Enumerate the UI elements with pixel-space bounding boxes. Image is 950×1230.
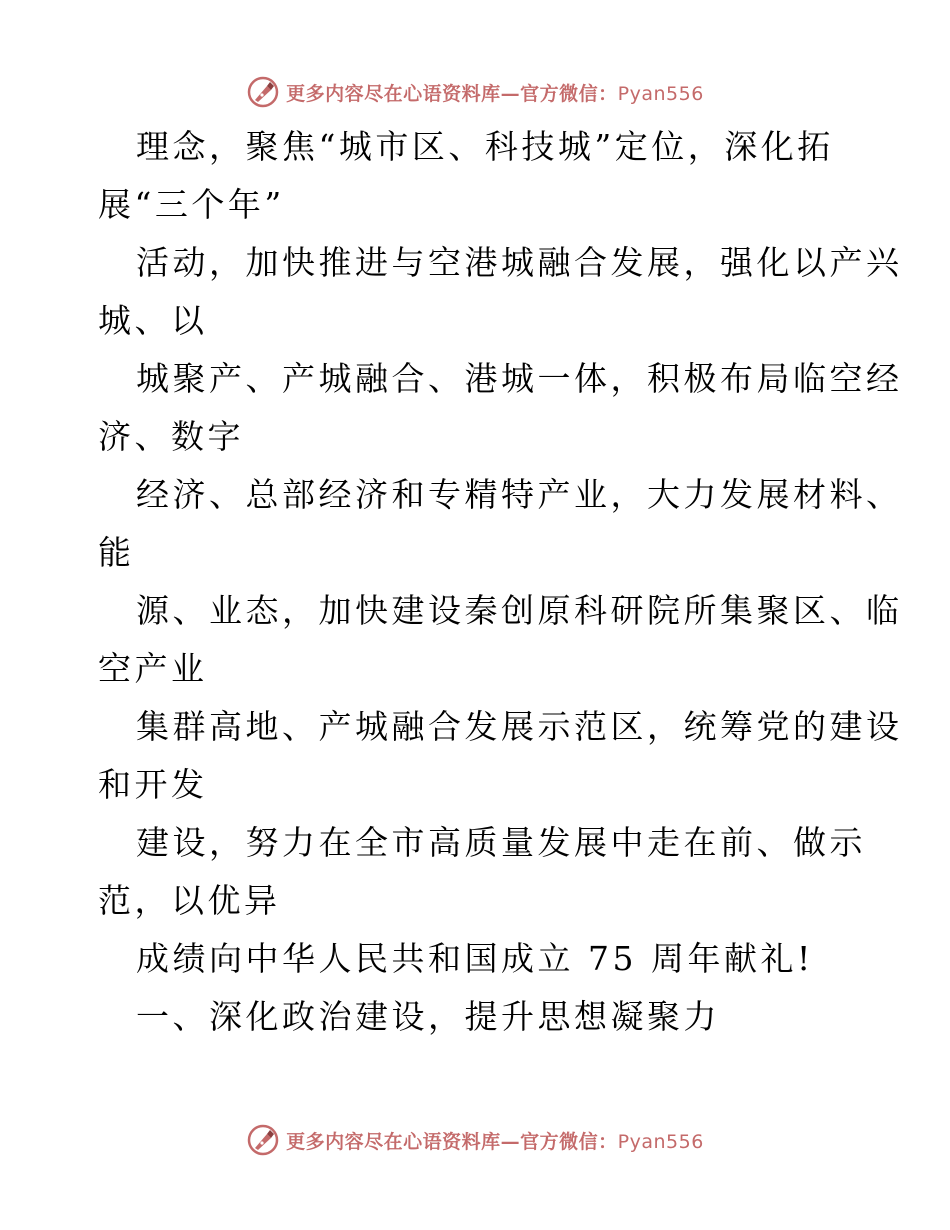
text-line: 城、以 — [98, 301, 208, 340]
header-banner-text — [286, 79, 704, 106]
text-line: 展“三个年” — [98, 185, 285, 224]
text-line: 源、业态，加快建设秦创原科研院所集聚区、临 — [136, 591, 903, 630]
footer-banner-text — [286, 1127, 704, 1154]
text-line: 经济、总部经济和专精特产业，大力发展材料、 — [136, 475, 903, 514]
text-line: 范，以优异 — [98, 881, 281, 920]
text-line: 和开发 — [98, 765, 208, 804]
text-line: 济、数字 — [98, 417, 244, 456]
text-line: 建设，努力在全市高质量发展中走在前、做示 — [136, 823, 866, 862]
pen-nib-logo-icon — [246, 1123, 280, 1157]
text-line: 理念，聚焦“城市区、科技城”定位，深化拓 — [136, 127, 834, 166]
footer-banner-main: 更多内容尽在心语资料库—官方微信： — [286, 1130, 618, 1153]
text-line: 能 — [98, 533, 135, 572]
pen-nib-logo-icon — [246, 75, 280, 109]
header-wechat-id: Pyan556 — [617, 82, 704, 105]
body-text — [98, 118, 903, 1046]
text-line: 活动，加快推进与空港城融合发展，强化以产兴 — [136, 243, 903, 282]
header-banner — [0, 72, 950, 112]
section-heading: 一、深化政治建设，提升思想凝聚力 — [136, 997, 720, 1036]
text-line: 集群高地、产城融合发展示范区，统筹党的建设 — [136, 707, 903, 746]
text-line: 成绩向中华人民共和国成立 75 周年献礼! — [136, 939, 814, 978]
header-banner-main: 更多内容尽在心语资料库—官方微信： — [286, 82, 618, 105]
footer-wechat-id: Pyan556 — [617, 1130, 704, 1153]
text-line: 空产业 — [98, 649, 208, 688]
footer-banner — [0, 1120, 950, 1160]
text-line: 城聚产、产城融合、港城一体，积极布局临空经 — [136, 359, 903, 398]
